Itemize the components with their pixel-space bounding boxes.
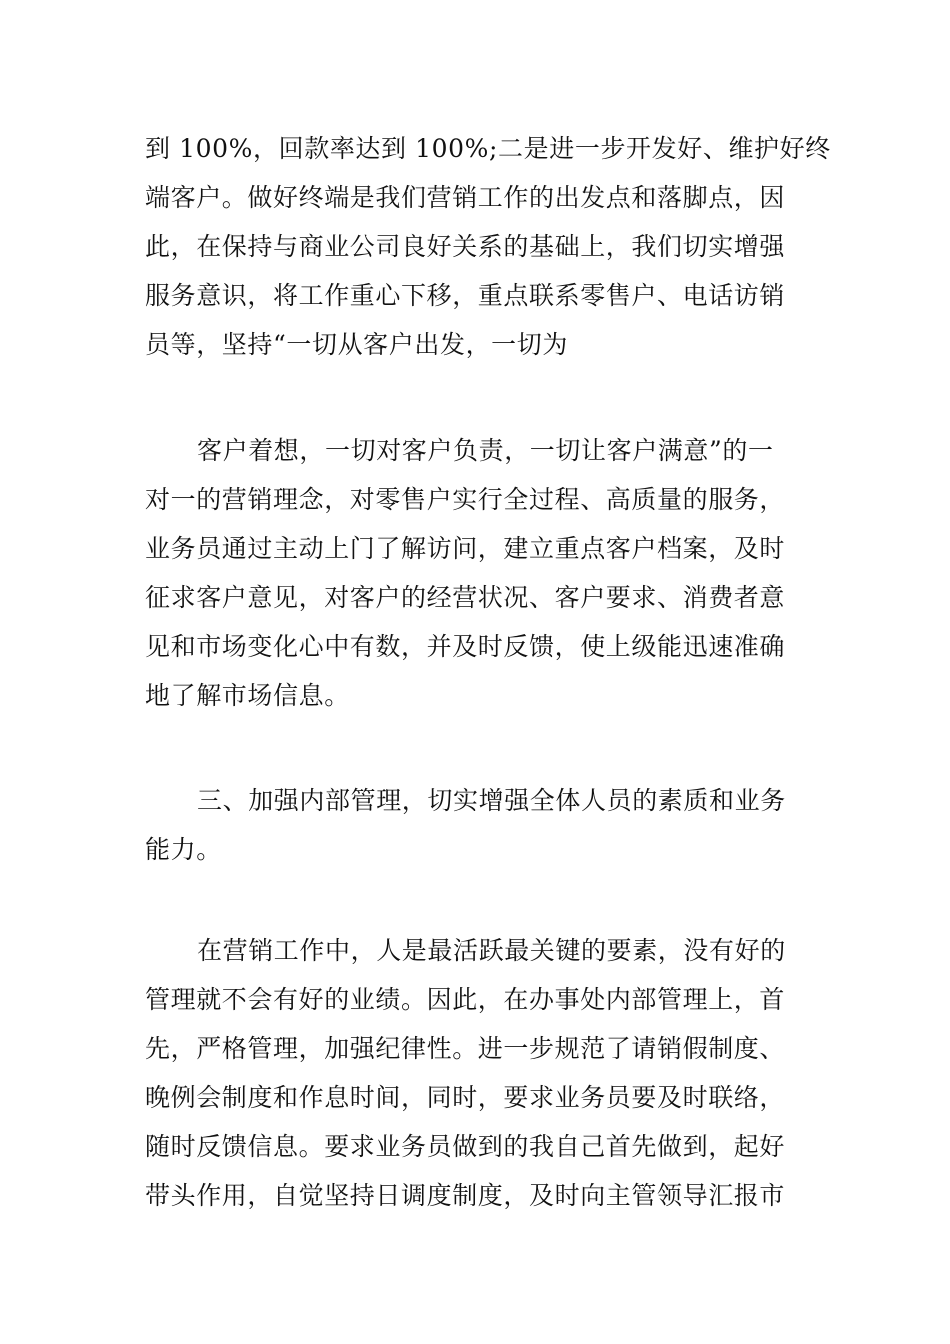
text-line: 在营销工作中，人是最活跃最关键的要素，没有好的 [197, 936, 786, 965]
text-line: 三、加强内部管理，切实增强全体人员的素质和业务 [197, 786, 786, 815]
text-line: 服务意识，将工作重心下移，重点联系零售户、电话访销 [145, 281, 786, 310]
text-line: 见和市场变化心中有数，并及时反馈，使上级能迅速准确 [145, 632, 786, 661]
text-line: 员等，坚持“一切从客户出发，一切为 [145, 330, 568, 359]
text-line: 先，严格管理，加强纪律性。进一步规范了请销假制度、 [145, 1034, 786, 1063]
text-line: 随时反馈信息。要求业务员做到的我自己首先做到，起好 [145, 1132, 786, 1161]
text-line: 晚例会制度和作息时间，同时，要求业务员要及时联络， [145, 1083, 786, 1112]
section-heading-paragraph [145, 776, 807, 874]
paragraph-2 [145, 426, 807, 720]
text-line: 管理就不会有好的业绩。因此，在办事处内部管理上，首 [145, 985, 786, 1014]
text-line: 业务员通过主动上门了解访问，建立重点客户档案，及时 [145, 534, 786, 563]
paragraph-1 [145, 124, 831, 369]
text-line: 带头作用，自觉坚持日调度制度，及时向主管领导汇报市 [145, 1181, 786, 1210]
text-line: 到 100%，回款率达到 100%;二是进一步开发好、维护好终 [145, 134, 831, 163]
text-line: 能力。 [145, 835, 222, 864]
text-line: 此，在保持与商业公司良好关系的基础上，我们切实增强 [145, 232, 786, 261]
text-line: 征求客户意见，对客户的经营状况、客户要求、消费者意 [145, 583, 786, 612]
text-line: 端客户。做好终端是我们营销工作的出发点和落脚点，因 [145, 183, 786, 212]
paragraph-4 [145, 926, 807, 1220]
text-line: 地了解市场信息。 [145, 681, 350, 710]
text-line: 对一的营销理念，对零售户实行全过程、高质量的服务， [145, 485, 786, 514]
text-line: 客户着想，一切对客户负责，一切让客户满意”的一 [197, 436, 774, 465]
